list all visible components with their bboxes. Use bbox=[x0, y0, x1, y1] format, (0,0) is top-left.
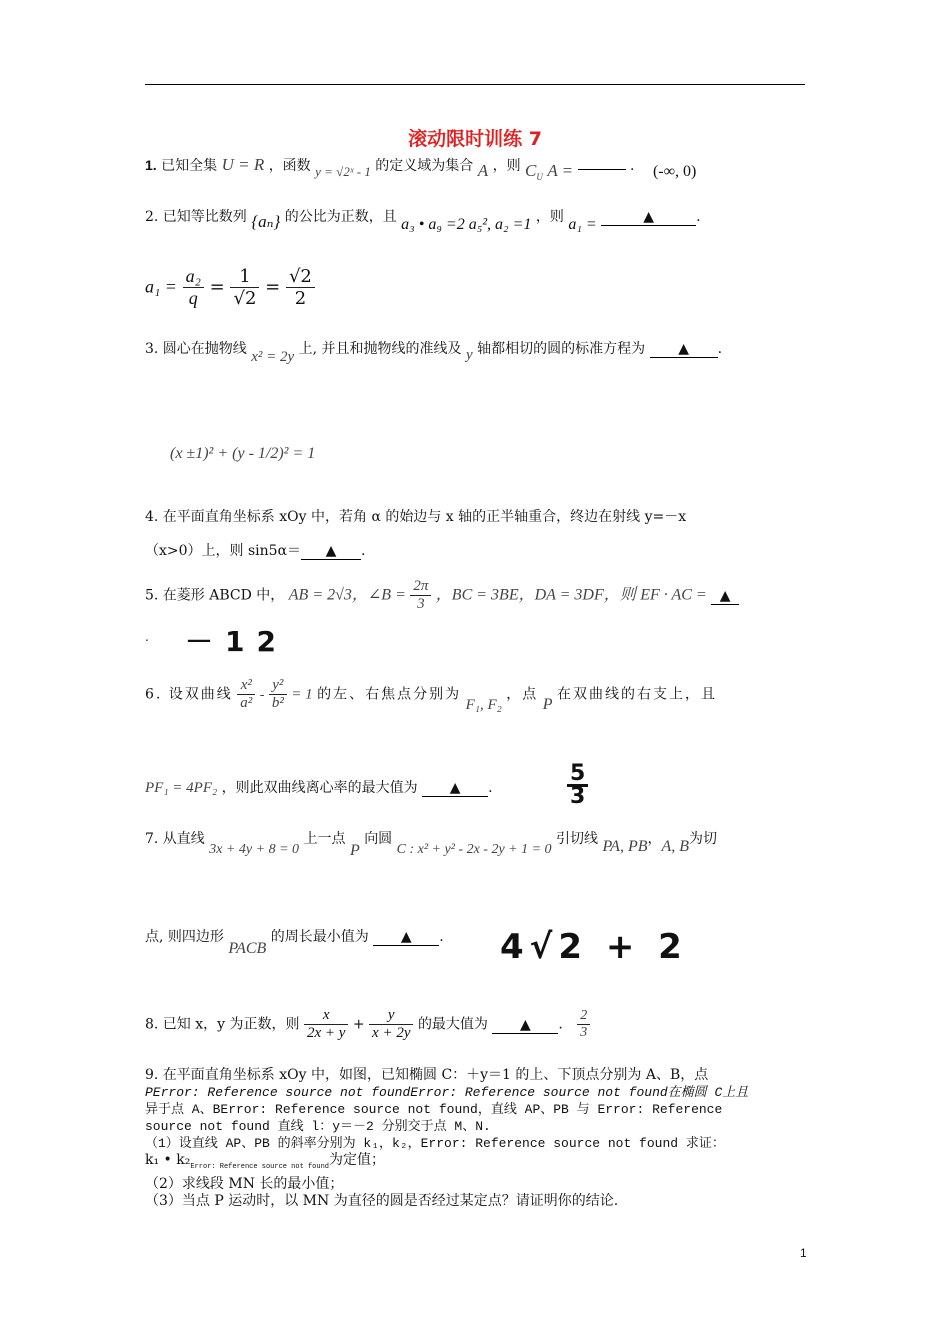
q8-f2-denominator: x + 2y bbox=[372, 1025, 411, 1041]
question-1 bbox=[145, 155, 697, 182]
q9-line-6-b: 为定值； bbox=[328, 1152, 385, 1168]
q5-answer: －12 bbox=[185, 625, 288, 658]
q8-f1-denominator: 2x + y bbox=[306, 1025, 346, 1041]
page-number: 1 bbox=[800, 1246, 807, 1260]
question-4-line-1: 4. 在平面直角坐标系 xOy 中，若角 α 的始边与 x 轴的正半轴重合，终边在射线 y=－x bbox=[145, 509, 687, 525]
q2-f2-numerator: 1 bbox=[230, 266, 259, 288]
q2-answer-fraction-2 bbox=[230, 266, 259, 309]
q1-math-2: y = √2ˣ - 1 bbox=[315, 164, 371, 179]
q5-fraction-numerator: 2π bbox=[410, 578, 431, 596]
q9-line-4: source not found 直线 l：y＝－2 分别交于点 M、N. bbox=[145, 1119, 491, 1134]
q6-text-c: ，点 bbox=[506, 686, 539, 703]
q8-blank bbox=[492, 1017, 558, 1034]
q2-answer: a₁ = $\frac{\text{a₂}}{q}$ = $\frac{1}{√2}$ = $\frac{√2}{2}$ bbox=[145, 266, 315, 309]
q7-text-e: ， bbox=[647, 831, 662, 847]
q7-answer: 4√2 + 2 bbox=[500, 927, 688, 967]
q1-math-4-sub: U bbox=[536, 171, 543, 182]
q1-number: 1. bbox=[145, 157, 157, 173]
q3-blank bbox=[650, 341, 718, 358]
q6-fraction-y bbox=[269, 677, 287, 712]
q7-point-p: P bbox=[349, 842, 360, 859]
q6-answer-denominator: 3 bbox=[570, 784, 586, 809]
q6-fx-denominator: a² bbox=[240, 695, 253, 711]
q6-line-2-text: ，则此双曲线离心率的最大值为 bbox=[221, 780, 418, 796]
q2-target: a₁ = bbox=[568, 216, 597, 233]
q6-equals: = 1 bbox=[291, 686, 313, 703]
q7-text-f: 为切 bbox=[689, 831, 718, 847]
q1-text-3: 的定义域为集合 bbox=[375, 158, 474, 174]
question-3: 3. 圆心在抛物线 x² = 2y 上, 并且和抛物线的准线及 y 轴都相切的圆的标准方程为 ▲ . bbox=[145, 341, 723, 365]
q3-answer: (x ±1)² + (y - 1/2)² = 1 bbox=[170, 445, 316, 462]
q6-condition: PF₁ = 4PF₂ bbox=[145, 780, 218, 796]
q8-answer-numerator: 2 bbox=[577, 1008, 590, 1025]
q3-curve: x² = 2y bbox=[251, 349, 295, 365]
q2-f3-denominator: 2 bbox=[294, 288, 307, 309]
question-4-line-2: （x>0）上，则 sin5α＝ ▲ . bbox=[145, 543, 366, 559]
q7-text-d: 引切线 bbox=[556, 831, 599, 847]
q2-sequence: {aₙ} bbox=[251, 212, 281, 231]
q2-f1-numerator: a₂ bbox=[183, 266, 204, 288]
q1-text-1: 已知全集 bbox=[161, 158, 218, 174]
question-9 bbox=[145, 1067, 810, 1210]
q1-text-5: . bbox=[630, 158, 635, 174]
q5-fraction-denominator: 3 bbox=[417, 596, 425, 612]
q2-f2-denominator: √2 bbox=[233, 288, 257, 309]
q8-answer-denominator: 3 bbox=[580, 1025, 588, 1040]
question-6-line-2: PF₁ = 4PF₂ ，则此双曲线离心率的最大值为 ▲ . bbox=[145, 780, 493, 796]
triangle-icon: ▲ bbox=[400, 929, 412, 945]
q3-text-b: 上, 并且和抛物线的准线及 bbox=[298, 341, 462, 357]
question-8: 8. 已知 x，y 为正数，则 $\frac{x}{2x + y}$ + $\frac{y}{x + 2y}$ 的最大值为 ▲ . $\frac{2}{3}$ bbox=[145, 1007, 590, 1042]
q2-blank bbox=[601, 209, 696, 226]
q1-text-2: ，函数 bbox=[268, 158, 311, 174]
q8-fraction-1 bbox=[304, 1007, 348, 1042]
header-rule bbox=[145, 84, 805, 85]
q8-plus: + bbox=[352, 1016, 365, 1033]
question-5 bbox=[145, 578, 739, 613]
q9-line-7: （2）求线段 MN 长的最小值； bbox=[145, 1175, 344, 1192]
q5-text: 5. 在菱形 ABCD 中， bbox=[145, 587, 285, 604]
q2-f1-denominator: q bbox=[188, 288, 198, 308]
q6-text: 6. 设双曲线 bbox=[145, 686, 233, 703]
q5-fraction bbox=[410, 578, 431, 613]
q7-points: A, B bbox=[661, 838, 690, 855]
q2-text-b: 的公比为正数，且 bbox=[284, 209, 397, 225]
q9-line-3: 异于点 A、BError: Reference source not found，直线 AP、PB 与 Error: Reference bbox=[145, 1102, 723, 1117]
q9-line-2: PError: Reference source not foundError: Reference source not found在椭圆 C上且 bbox=[145, 1085, 749, 1100]
q7-text-b: 上一点 bbox=[303, 831, 346, 847]
q9-line-5: （1）设直线 AP、PB 的斜率分别为 k₁，k₂，Error: Reference source not found 求证： bbox=[145, 1136, 725, 1151]
q4-blank bbox=[301, 543, 361, 560]
q4-line-2-text: （x>0）上，则 sin5α＝ bbox=[145, 543, 302, 559]
q6-text-d: 在双曲线的右支上，且 bbox=[556, 686, 717, 703]
q5-math-2: ，BC = 3BE，DA = 3DF，则 bbox=[435, 586, 636, 604]
q2-text-c: ，则 bbox=[535, 209, 564, 225]
q1-math-3: A bbox=[477, 161, 489, 180]
q2-answer-fraction-3 bbox=[286, 266, 315, 309]
question-7-line-2: 点, 则四边形 PACB 的周长最小值为 ▲ . bbox=[145, 929, 444, 957]
q6-fy-denominator: b² bbox=[271, 695, 284, 711]
q8-text: 8. 已知 x，y 为正数，则 bbox=[145, 1016, 300, 1033]
q9-line-6-a: k₁ • k₂ bbox=[145, 1152, 191, 1168]
q1-math-5: A = bbox=[547, 161, 574, 180]
q7-tangents: PA, PB bbox=[602, 838, 648, 855]
triangle-icon: ▲ bbox=[449, 780, 461, 796]
triangle-icon: ▲ bbox=[520, 1016, 531, 1033]
q6-foci: F₁, F₂ bbox=[465, 696, 502, 713]
q1-math-4: C bbox=[525, 161, 537, 180]
q1-math-1: U = R bbox=[221, 155, 265, 174]
q6-fx-numerator: x² bbox=[237, 677, 255, 695]
q2-f3-numerator: √2 bbox=[286, 266, 315, 288]
q9-line-6 bbox=[145, 1152, 810, 1176]
q1-text-4: ，则 bbox=[492, 158, 521, 174]
q7-text: 7. 从直线 bbox=[145, 831, 205, 847]
triangle-icon: ▲ bbox=[678, 341, 689, 357]
q3-axis: y bbox=[466, 347, 473, 363]
q2-text-a: 2. 已知等比数列 bbox=[145, 209, 247, 225]
question-6 bbox=[145, 677, 717, 712]
q7-text-c: 向圆 bbox=[364, 831, 393, 847]
q9-line-8: （3）当点 P 运动时，以 MN 为直径的圆是否经过某定点？请证明你的结论. bbox=[145, 1192, 619, 1209]
q6-answer-fraction bbox=[567, 761, 588, 809]
q6-answer-numerator: 5 bbox=[567, 764, 588, 787]
q3-text: 3. 圆心在抛物线 bbox=[145, 341, 247, 357]
triangle-icon: ▲ bbox=[719, 587, 731, 604]
q6-point-p: P bbox=[542, 695, 553, 713]
q5-dot: . bbox=[145, 630, 149, 644]
q5-math-1: AB = 2√3，∠B = bbox=[288, 586, 406, 604]
q6-text-b: 的左、右焦点分别为 bbox=[317, 686, 462, 703]
q3-text-c: 轴都相切的圆的标准方程为 bbox=[477, 341, 646, 357]
q6-blank bbox=[422, 780, 488, 797]
question-7 bbox=[145, 828, 718, 859]
q6-minus: - bbox=[259, 687, 265, 703]
q7-line-2-a: 点, 则四边形 bbox=[145, 929, 224, 945]
q2-condition: a₃ • a₉ =2 a₅², a₂ =1 bbox=[401, 216, 532, 233]
q8-text-b: 的最大值为 bbox=[417, 1016, 488, 1033]
triangle-icon: ▲ bbox=[325, 543, 337, 559]
q8-f2-numerator: y bbox=[369, 1007, 413, 1025]
q2-answer-fraction-1 bbox=[183, 266, 204, 309]
q2-answer-lhs: a₁ = bbox=[145, 276, 177, 297]
q6-fraction-x bbox=[237, 677, 255, 712]
q7-blank bbox=[373, 929, 439, 946]
q1-answer: (-∞, 0) bbox=[652, 163, 697, 180]
q9-line-1: 9. 在平面直角坐标系 xOy 中，如图，已知椭圆 C：＋y＝1 的上、下顶点分别为 A、B，点 bbox=[145, 1067, 709, 1083]
q7-quadrilateral: PACB bbox=[228, 940, 267, 957]
q6-fy-numerator: y² bbox=[269, 677, 287, 695]
question-2: 2. 已知等比数列 {aₙ} 的公比为正数，且 a₃ • a₉ =2 a₅², a₂ =1 ，则 a₁ = ▲ . bbox=[145, 209, 701, 233]
q8-answer bbox=[577, 1008, 590, 1041]
q7-line-equation: 3x + 4y + 8 = 0 bbox=[209, 842, 300, 857]
q7-line-2-b: 的周长最小值为 bbox=[270, 929, 369, 945]
q5-math-3: EF · AC = bbox=[640, 586, 707, 604]
q8-fraction-2 bbox=[369, 1007, 413, 1042]
q5-blank bbox=[711, 588, 739, 605]
page-title: 滚动限时训练 7 bbox=[408, 128, 542, 150]
q6-answer bbox=[567, 761, 588, 809]
triangle-icon: ▲ bbox=[643, 209, 655, 225]
q1-blank bbox=[578, 169, 626, 170]
q9-line-6-error: Error: Reference source not found bbox=[190, 1162, 329, 1171]
q7-circle-equation: C : x² + y² - 2x - 2y + 1 = 0 bbox=[396, 842, 552, 857]
q8-f1-numerator: x bbox=[304, 1007, 348, 1025]
